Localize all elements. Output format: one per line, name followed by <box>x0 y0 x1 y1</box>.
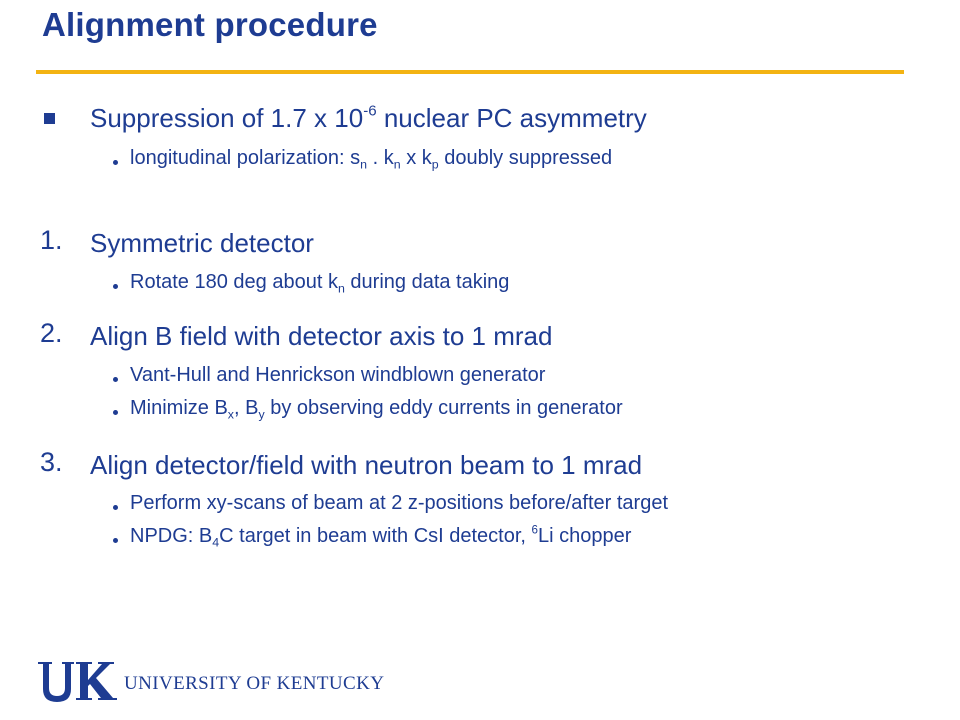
text-run: longitudinal polarization: s <box>130 147 361 169</box>
subscript: n <box>393 157 401 172</box>
bullet-dot-icon <box>113 284 118 289</box>
intro-heading <box>90 103 647 134</box>
intro-text: Suppression of 1.7 x 10 <box>90 103 364 133</box>
subscript: n <box>337 281 345 296</box>
intro-text-end: nuclear PC asymmetry <box>376 103 647 133</box>
item-bullet <box>130 397 623 420</box>
text-run: during data taking <box>344 271 510 293</box>
item-number: 1. <box>40 225 63 255</box>
university-logo <box>36 656 396 706</box>
uk-logo-icon <box>36 656 120 706</box>
subscript: 4 <box>212 535 220 550</box>
item-number: 2. <box>40 318 63 348</box>
item-bullet <box>130 525 631 548</box>
intro-sub-bullet <box>130 147 612 170</box>
item-bullet <box>130 364 545 387</box>
item-number: 3. <box>40 447 63 477</box>
bullet-dot-icon <box>113 505 118 510</box>
bullet-dot-icon <box>113 160 118 165</box>
subscript: n <box>360 157 368 172</box>
bullet-dot-icon <box>113 538 118 543</box>
item-heading: Align B field with detector axis to 1 mrad <box>90 321 553 351</box>
text-run: C target in beam with CsI detector, <box>219 525 532 547</box>
text-run: doubly suppressed <box>438 147 613 169</box>
item-heading: Symmetric detector <box>90 228 314 258</box>
text-run: , B <box>234 397 259 419</box>
text-run: Minimize B <box>130 397 228 419</box>
bullet-dot-icon <box>113 410 118 415</box>
item-bullet <box>130 492 668 515</box>
text-run: Rotate 180 deg about k <box>130 271 338 293</box>
subscript: p <box>431 157 439 172</box>
text-run: by observing eddy currents in generator <box>264 397 623 419</box>
slide-title: Alignment procedure <box>42 6 378 43</box>
bullet-dot-icon <box>113 377 118 382</box>
university-name: UNIVERSITY OF KENTUCKY <box>124 673 385 694</box>
superscript: 6 <box>531 523 538 537</box>
text-run: Perform xy-scans of beam at 2 z-positions before/after target <box>130 492 669 514</box>
item-heading: Align detector/field with neutron beam to 1 mrad <box>90 450 643 480</box>
intro-exponent: -6 <box>363 102 377 120</box>
text-run: Li chopper <box>537 525 632 547</box>
text-run: x k <box>400 147 432 169</box>
subscript: x <box>227 407 234 422</box>
text-run: . k <box>367 147 394 169</box>
item-bullet <box>130 271 509 294</box>
title-underline <box>36 70 904 74</box>
text-run: Vant-Hull and Henrickson windblown generator <box>130 364 546 386</box>
subscript: y <box>258 407 265 422</box>
square-bullet-icon <box>44 113 55 124</box>
text-run: NPDG: B <box>130 525 213 547</box>
